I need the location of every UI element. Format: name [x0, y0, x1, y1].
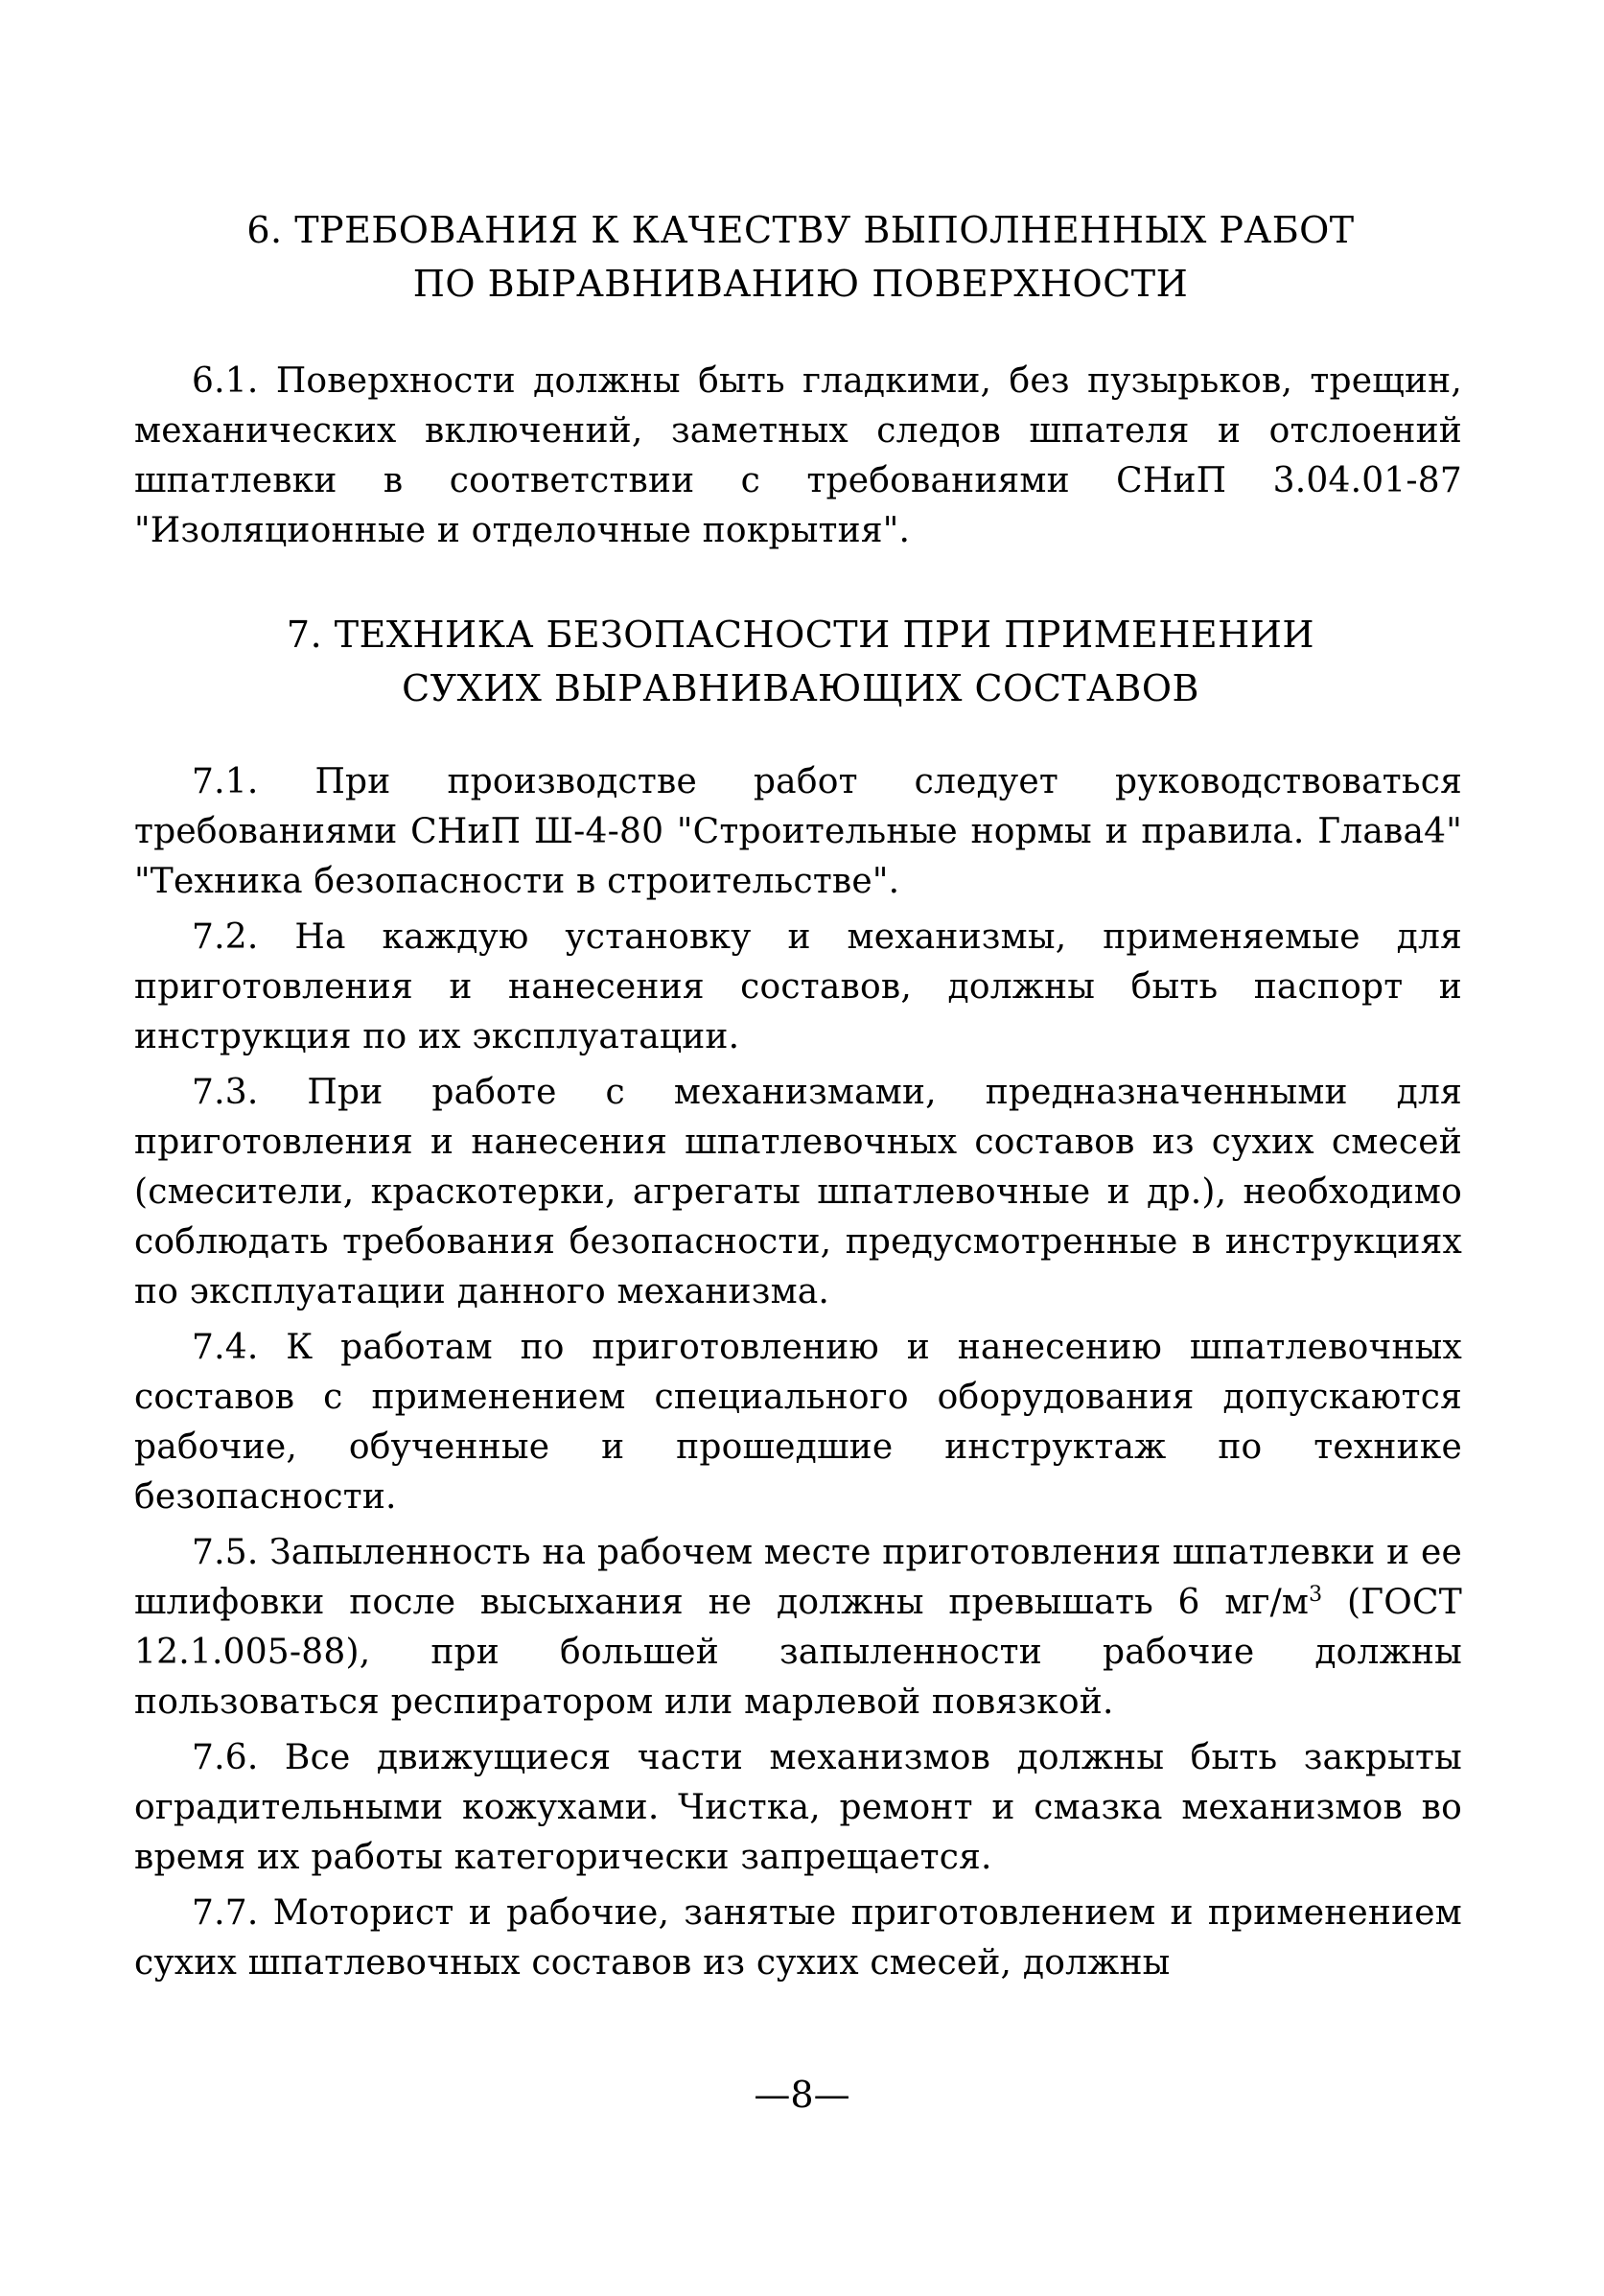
- paragraph-7-2: 7.2. На каждую установку и механизмы, применяемые для приготовления и нанесения составов, должны быть паспорт и инструкция по их эксплуатации.: [134, 917, 1462, 1056]
- paragraph-7-4: 7.4. К работам по приготовлению и нанесению шпатлевочных составов с применением специального оборудования допускаются рабочие, обученные и прошедшие инструктаж по технике безопасности.: [134, 1328, 1462, 1517]
- section-7-body: [134, 757, 1462, 1994]
- paragraph-7-5-continuation: (ГОСТ 12.1.005-88), при большей запыленности рабочие должны пользоваться респиратором или марлевой повязкой.: [134, 1583, 1462, 1722]
- section-6-heading-line-1: 6. ТРЕБОВАНИЯ К КАЧЕСТВУ ВЫПОЛНЕННЫХ РАБОТ: [246, 209, 1355, 251]
- section-7-heading-line-1: 7. ТЕХНИКА БЕЗОПАСНОСТИ ПРИ ПРИМЕНЕНИИ: [286, 614, 1315, 656]
- paragraph-7-3: 7.3. При работе с механизмами, предназначенными для приготовления и нанесения шпатлевочных составов из сухих смесей (смесители, краскотерки, агрегаты шпатлевочные и др.), необходимо соблюдать требования безопасности, предусмотренные в инструкциях по эксплуатации данного механизма.: [134, 1073, 1462, 1311]
- section-6-body: [134, 357, 1462, 556]
- paragraph-6-1: 6.1. Поверхности должны быть гладкими, без пузырьков, трещин, механических включений, заметных следов шпателя и отслоений шпатлевки в соответствии с требованиями СНиП 3.04.01-87 "Изоляционные и отделочные покрытия".: [134, 361, 1462, 550]
- section-6-heading-line-2: ПО ВЫРАВНИВАНИЮ ПОВЕРХНОСТИ: [412, 263, 1189, 305]
- section-7-heading-line-2: СУХИХ ВЫРАВНИВАЮЩИХ СОСТАВОВ: [402, 667, 1199, 709]
- page-number: —8—: [754, 2074, 850, 2116]
- paragraph-7-7: 7.7. Моторист и рабочие, занятые приготовлением и применением сухих шпатлевочных составов из сухих смесей, должны: [134, 1893, 1462, 1983]
- paragraph-7-5: [134, 1528, 1462, 1728]
- section-7-heading: [134, 608, 1467, 715]
- paragraph-7-5-superscript: 3: [1309, 1583, 1323, 1607]
- paragraph-7-5-text: 7.5. Запыленность на рабочем месте приготовления шпатлевки и ее шлифовки после высыхания не должны превышать 6 мг/м: [134, 1533, 1462, 1622]
- section-6-heading: [134, 203, 1467, 311]
- paragraph-7-1: 7.1. При производстве работ следует руководствоваться требованиями СНиП Ш-4-80 "Строительные нормы и правила. Глава4" "Техника безопасности в строительстве".: [134, 762, 1462, 901]
- paragraph-7-6: 7.6. Все движущиеся части механизмов должны быть закрыты оградительными кожухами. Чистка, ремонт и смазка механизмов во время их работы категорически запрещается.: [134, 1738, 1462, 1877]
